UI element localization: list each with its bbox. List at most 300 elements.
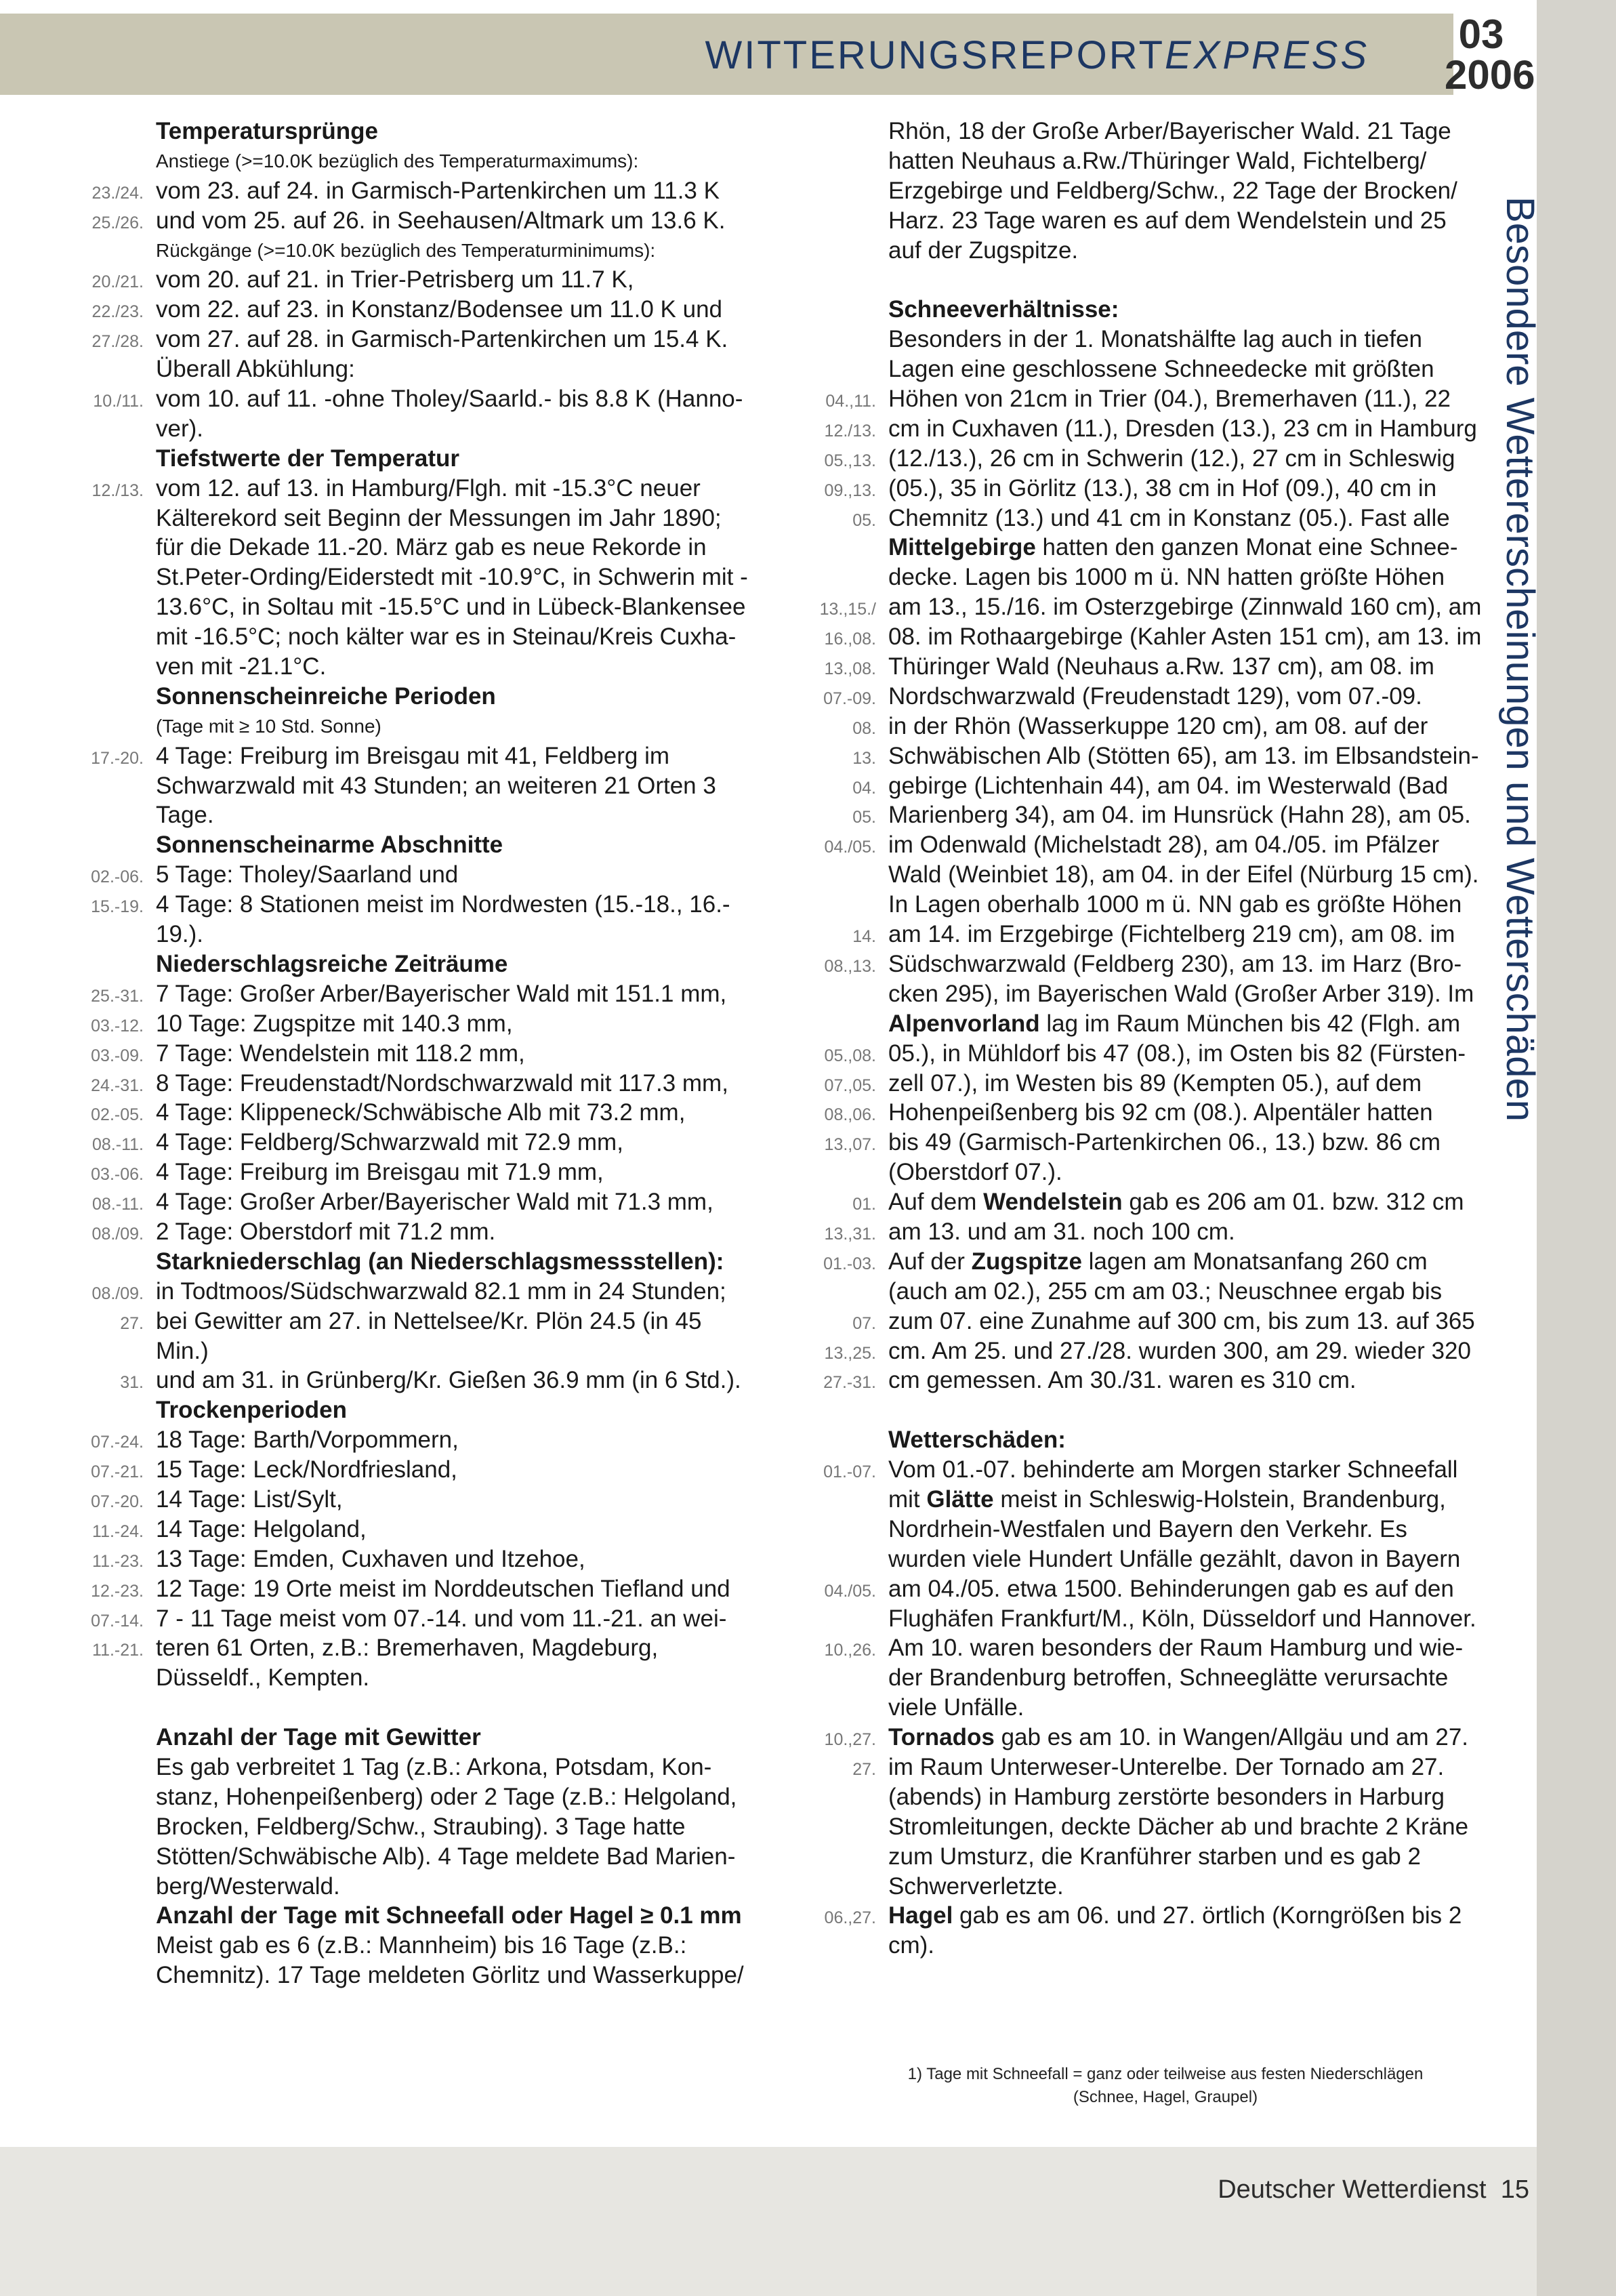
line-text: Chemnitz (13.) und 41 cm in Konstanz (05.). Fast alle: [888, 504, 1450, 531]
line-text: Marienberg 34), am 04. im Hunsrück (Hahn 28), am 05.: [888, 802, 1471, 829]
text-line: [796, 830, 1514, 860]
line-text: 7 Tage: Großer Arber/Bayerischer Wald mit 151.1 mm,: [156, 980, 727, 1007]
date-ref: 27.-31.: [823, 1373, 876, 1393]
date-ref: 03.-12.: [91, 1016, 144, 1036]
date-ref: [796, 1931, 888, 1961]
text-line: [796, 562, 1514, 592]
text-line: [796, 533, 1514, 562]
date-ref: [796, 1782, 888, 1812]
line-text: am 14. im Erzgebirge (Fichtelberg 219 cm), am 08. im: [888, 921, 1455, 948]
text-line: [0, 1336, 796, 1366]
line-text: Höhen von 21cm in Trier (04.), Bremerhaven (11.), 22: [888, 386, 1451, 413]
date-ref: 05.: [852, 510, 876, 530]
line-text: in Todtmoos/Südschwarzwald 82.1 mm in 24 Stunden;: [156, 1277, 726, 1305]
line-text: im Raum Unterweser-Unterelbe. Der Tornado am 27.: [888, 1753, 1445, 1780]
text-line: [0, 1277, 796, 1307]
line-text: 4 Tage: 8 Stationen meist im Nordwesten (15.-18., 16.-: [156, 891, 730, 918]
text-line: [0, 682, 796, 712]
date-ref: 27.: [120, 1313, 144, 1333]
right-column: [796, 117, 1514, 1961]
text-line: [796, 741, 1514, 771]
date-ref: 08.,06.: [824, 1105, 876, 1125]
text-line: [796, 1157, 1514, 1187]
text-line: [0, 414, 796, 444]
date-ref: 23./24.: [91, 183, 144, 203]
date-ref: [796, 206, 888, 236]
date-ref: 04./05.: [824, 1581, 876, 1601]
line-text: und am 31. in Grünberg/Kr. Gießen 36.9 mm (in 6 Std.).: [156, 1367, 741, 1394]
line-text: Brocken, Feldberg/Schw., Straubing). 3 Tage hatte: [156, 1813, 686, 1840]
text-line: [796, 682, 1514, 712]
line-text: ven mit -21.1°C.: [156, 653, 327, 680]
date-ref: 07.-24.: [91, 1433, 144, 1452]
text-line: [0, 1069, 796, 1099]
line-text: mit -16.5°C; noch kälter war es in Steinau/Kreis Cuxha-: [156, 623, 737, 651]
text-line: [0, 1247, 796, 1277]
publisher-name: Deutscher Wetterdienst: [1218, 2175, 1487, 2204]
date-ref: [0, 592, 156, 622]
line-text: Vom 01.-07. behinderte am Morgen starker Schneefall: [888, 1456, 1458, 1483]
date-ref: 07.: [852, 1313, 876, 1333]
text-line: [0, 1842, 796, 1872]
date-ref: [0, 146, 156, 176]
line-text: Min.): [156, 1337, 209, 1364]
date-ref: [796, 562, 888, 592]
date-ref: [796, 1604, 888, 1634]
date-ref: 07.-14.: [91, 1611, 144, 1631]
text-line: [796, 1425, 1514, 1455]
line-text: bis 49 (Garmisch-Partenkirchen 06., 13.) bzw. 86 cm: [888, 1129, 1441, 1156]
date-ref: [0, 504, 156, 533]
date-ref: 07.-09.: [823, 689, 876, 708]
line-text: vom 12. auf 13. in Hamburg/Flgh. mit -15.3°C neuer: [156, 474, 701, 501]
line-text: 19.).: [156, 921, 204, 948]
text-line: [0, 146, 796, 176]
date-ref: 03.-09.: [91, 1046, 144, 1065]
date-ref: 01.-03.: [823, 1254, 876, 1273]
text-line: [796, 890, 1514, 920]
line-text: 14 Tage: List/Sylt,: [156, 1485, 343, 1513]
text-line: [796, 295, 1514, 325]
date-ref: 07.,05.: [824, 1075, 876, 1095]
line-text: cm in Cuxhaven (11.), Dresden (13.), 23 cm in Hamburg: [888, 415, 1477, 442]
line-text: St.Peter-Ording/Eiderstedt mit -10.9°C, in Schwerin mit -: [156, 564, 748, 591]
date-ref: 08.: [852, 718, 876, 738]
text-line: [0, 1039, 796, 1069]
date-ref: [0, 800, 156, 830]
line-text: Tiefstwerte der Temperatur: [156, 445, 460, 472]
line-text: Rhön, 18 der Große Arber/Bayerischer Wald. 21 Tage: [888, 118, 1451, 144]
text-line: [796, 504, 1514, 533]
line-text: Am 10. waren besonders der Raum Hamburg und wie-: [888, 1635, 1464, 1662]
date-ref: 02.-05.: [91, 1105, 144, 1125]
line-text: vom 22. auf 23. in Konstanz/Bodensee um 11.0 K und: [156, 296, 723, 323]
date-ref: [796, 1485, 888, 1515]
text-line: [0, 860, 796, 890]
date-ref: [796, 1544, 888, 1574]
line-text: 4 Tage: Freiburg im Breisgau mit 41, Feldberg im: [156, 742, 670, 769]
date-ref: [0, 771, 156, 801]
text-line: [0, 206, 796, 236]
text-line: [0, 1604, 796, 1634]
line-text: Anzahl der Tage mit Gewitter: [156, 1724, 481, 1751]
date-ref: 08.-11.: [92, 1195, 144, 1214]
date-ref: 13.,25.: [824, 1343, 876, 1363]
line-text: Alpenvorland lag im Raum München bis 42 (Flgh. am: [888, 1010, 1461, 1037]
date-ref: 10.,27.: [824, 1730, 876, 1750]
line-text: ver).: [156, 415, 203, 442]
page-number: 15: [1500, 2175, 1529, 2204]
line-text: für die Dekade 11.-20. März gab es neue Rekorde in: [156, 534, 707, 561]
date-ref: 12./13.: [91, 480, 144, 500]
line-text: 05.), in Mühldorf bis 47 (08.), im Osten bis 82 (Fürsten-: [888, 1040, 1466, 1067]
text-line: [796, 1009, 1514, 1039]
text-line: [0, 1872, 796, 1902]
line-text: 14 Tage: Helgoland,: [156, 1515, 367, 1542]
line-text: In Lagen oberhalb 1000 m ü. NN gab es größte Höhen: [888, 891, 1462, 918]
line-text: vom 27. auf 28. in Garmisch-Partenkirchen um 15.4 K.: [156, 326, 728, 353]
date-ref: [0, 1782, 156, 1812]
line-text: Harz. 23 Tage waren es auf dem Wendelstein und 25: [888, 207, 1447, 234]
text-line: [0, 1544, 796, 1574]
text-line: [796, 800, 1514, 830]
date-ref: [796, 1693, 888, 1723]
text-line: [796, 771, 1514, 801]
date-ref: [0, 712, 156, 741]
line-text: (auch am 02.), 255 cm am 03.; Neuschnee ergab bis: [888, 1277, 1443, 1305]
line-text: Chemnitz). 17 Tage meldeten Görlitz und Wasserkuppe/: [156, 1962, 744, 1989]
text-line: [796, 652, 1514, 682]
line-text: vom 23. auf 24. in Garmisch-Partenkirchen um 11.3 K: [156, 177, 720, 204]
date-ref: 05.: [852, 808, 876, 827]
text-line: [0, 354, 796, 384]
text-line: [796, 1693, 1514, 1723]
issue-month: 03: [1458, 12, 1504, 57]
date-ref: 03.-06.: [91, 1165, 144, 1185]
text-line: [796, 1842, 1514, 1872]
line-text: 7 - 11 Tage meist vom 07.-14. und vom 11.-21. an wei-: [156, 1605, 727, 1632]
line-text: 12 Tage: 19 Orte meist im Norddeutschen Tiefland und: [156, 1575, 730, 1602]
text-line: [796, 1752, 1514, 1782]
date-ref: 15.-19.: [91, 897, 144, 917]
line-text: 18 Tage: Barth/Vorpommern,: [156, 1427, 459, 1454]
text-line: [0, 325, 796, 354]
text-line: [0, 592, 796, 622]
line-text: Wetterschäden:: [888, 1427, 1066, 1454]
date-ref: [796, 1277, 888, 1307]
text-line: [0, 1931, 796, 1961]
line-text: viele Unfälle.: [888, 1694, 1024, 1721]
date-ref: [0, 414, 156, 444]
text-line: [0, 295, 796, 325]
line-text: 10 Tage: Zugspitze mit 140.3 mm,: [156, 1010, 513, 1037]
date-ref: 02.-06.: [91, 867, 144, 887]
text-line: [796, 146, 1514, 176]
text-line: [796, 325, 1514, 354]
date-ref: [796, 265, 888, 295]
date-ref: 13.,31.: [824, 1224, 876, 1244]
text-line: [796, 1812, 1514, 1842]
date-ref: 10./11.: [93, 392, 144, 411]
date-ref: 22./23.: [91, 302, 144, 322]
text-line: [0, 504, 796, 533]
line-text: Rückgänge (>=10.0K bezüglich des Temperaturminimums):: [156, 239, 656, 261]
date-ref: [796, 117, 888, 146]
date-ref: 27./28.: [91, 332, 144, 352]
text-line: [796, 1277, 1514, 1307]
text-line: [0, 1217, 796, 1247]
date-ref: [796, 1842, 888, 1872]
line-text: 13.6°C, in Soltau mit -15.5°C und in Lübeck-Blankensee: [156, 594, 746, 621]
text-line: [796, 1633, 1514, 1663]
date-ref: [796, 236, 888, 266]
date-ref: [796, 1663, 888, 1693]
line-text: 5 Tage: Tholey/Saarland und: [156, 861, 459, 888]
text-line: [796, 384, 1514, 414]
text-line: [0, 1782, 796, 1812]
text-line: [0, 1693, 796, 1723]
text-line: [0, 652, 796, 682]
date-ref: 10.,26.: [824, 1641, 876, 1660]
date-ref: [796, 295, 888, 325]
text-line: [796, 1187, 1514, 1217]
date-ref: 01.-07.: [823, 1462, 876, 1482]
date-ref: 04.: [852, 778, 876, 798]
date-ref: 14.: [852, 927, 876, 947]
date-ref: [796, 1009, 888, 1039]
text-line: [0, 622, 796, 652]
text-line: [0, 1395, 796, 1425]
date-ref: [0, 1395, 156, 1425]
report-title-main: WITTERUNGSREPORT: [705, 33, 1165, 77]
footer-band: [0, 2147, 1537, 2296]
date-ref: [0, 1872, 156, 1902]
text-line: [796, 474, 1514, 504]
date-ref: [0, 1752, 156, 1782]
line-text: und vom 25. auf 26. in Seehausen/Altmark um 13.6 K.: [156, 207, 726, 234]
date-ref: [796, 533, 888, 562]
line-text: (abends) in Hamburg zerstörte besonders in Harburg: [888, 1783, 1445, 1810]
line-text: Sonnenscheinarme Abschnitte: [156, 832, 503, 859]
text-line: [796, 622, 1514, 652]
section-side-title: Besondere Wettererscheinungen und Wetterschäden: [1498, 197, 1542, 1122]
date-ref: [0, 1812, 156, 1842]
text-line: [0, 1961, 796, 1990]
date-ref: [0, 682, 156, 712]
text-line: [796, 354, 1514, 384]
date-ref: [0, 1336, 156, 1366]
line-text: 2 Tage: Oberstdorf mit 71.2 mm.: [156, 1218, 496, 1245]
line-text: am 13., 15./16. im Osterzgebirge (Zinnwald 160 cm), am: [888, 594, 1482, 621]
line-text: Temperatursprünge: [156, 118, 379, 144]
date-ref: 08./09.: [91, 1284, 144, 1303]
text-line: [796, 117, 1514, 146]
date-ref: 05.,13.: [824, 451, 876, 470]
date-ref: [796, 176, 888, 206]
text-line: [796, 1574, 1514, 1604]
text-line: [0, 562, 796, 592]
line-text: der Brandenburg betroffen, Schneeglätte verursachte: [888, 1664, 1449, 1692]
date-ref: [0, 1961, 156, 1990]
date-ref: [796, 1812, 888, 1842]
line-text: 4 Tage: Freiburg im Breisgau mit 71.9 mm,: [156, 1159, 604, 1186]
line-text: zum Umsturz, die Kranführer starben und es gab 2: [888, 1843, 1421, 1870]
text-line: [0, 1157, 796, 1187]
text-line: [0, 1455, 796, 1485]
text-line: [796, 1395, 1514, 1425]
line-text: [888, 265, 1514, 295]
date-ref: 13.: [852, 748, 876, 768]
text-line: [0, 771, 796, 801]
line-text: am 04./05. etwa 1500. Behinderungen gab es auf den: [888, 1575, 1454, 1602]
line-text: Sonnenscheinreiche Perioden: [156, 682, 496, 710]
date-ref: [0, 533, 156, 562]
line-text: Niederschlagsreiche Zeiträume: [156, 950, 508, 977]
date-ref: 16.,08.: [824, 630, 876, 649]
line-text: zum 07. eine Zunahme auf 300 cm, bis zum 13. auf 365: [888, 1307, 1475, 1334]
text-line: [0, 1425, 796, 1455]
line-text: Kälterekord seit Beginn der Messungen im Jahr 1890;: [156, 504, 722, 531]
text-line: [796, 1217, 1514, 1247]
text-line: [0, 1009, 796, 1039]
date-ref: 13.,15./: [819, 600, 876, 619]
text-line: [0, 1187, 796, 1217]
date-ref: 13.,08.: [824, 659, 876, 679]
text-line: [796, 1128, 1514, 1157]
report-title-express: EXPRESS: [1165, 33, 1369, 77]
text-line: [0, 1752, 796, 1782]
line-text: 4 Tage: Großer Arber/Bayerischer Wald mit 71.3 mm,: [156, 1189, 713, 1216]
date-ref: 09.,13.: [824, 480, 876, 500]
date-ref: 12.-23.: [91, 1581, 144, 1601]
line-text: wurden viele Hundert Unfälle gezählt, davon in Bayern: [888, 1545, 1461, 1572]
date-ref: [796, 1395, 888, 1425]
date-ref: 07.-20.: [91, 1492, 144, 1511]
line-text: Tage.: [156, 802, 214, 829]
line-text: [156, 1693, 796, 1723]
text-line: [0, 1574, 796, 1604]
text-line: [0, 920, 796, 949]
text-line: [796, 1872, 1514, 1902]
footnote-line-2: (Schnee, Hagel, Graupel): [1073, 2088, 1258, 2106]
text-line: [796, 414, 1514, 444]
line-text: im Odenwald (Michelstadt 28), am 04./05. im Pfälzer: [888, 832, 1440, 859]
line-text: Lagen eine geschlossene Schneedecke mit größten: [888, 356, 1434, 383]
left-column: [0, 117, 796, 1990]
date-ref: [796, 1515, 888, 1544]
text-line: [796, 1544, 1514, 1574]
text-line: [796, 265, 1514, 295]
text-line: [796, 1098, 1514, 1128]
text-line: [796, 1455, 1514, 1485]
line-text: [888, 1395, 1514, 1425]
line-text: cm).: [888, 1932, 935, 1959]
date-ref: 08.,13.: [824, 956, 876, 976]
date-ref: [0, 920, 156, 949]
line-text: Besonders in der 1. Monatshälfte lag auch in tiefen: [888, 326, 1422, 353]
line-text: Hagel gab es am 06. und 27. örtlich (Korngrößen bis 2: [888, 1902, 1462, 1929]
line-text: 7 Tage: Wendelstein mit 118.2 mm,: [156, 1040, 525, 1067]
line-text: 13 Tage: Emden, Cuxhaven und Itzehoe,: [156, 1545, 585, 1572]
line-text: 8 Tage: Freudenstadt/Nordschwarzwald mit 117.3 mm,: [156, 1069, 728, 1096]
date-ref: 12./13.: [824, 421, 876, 440]
line-text: Meist gab es 6 (z.B.: Mannheim) bis 16 Tage (z.B.:: [156, 1932, 687, 1959]
text-line: [796, 1782, 1514, 1812]
issue-year: 2006: [1445, 52, 1535, 98]
line-text: Tornados gab es am 10. in Wangen/Allgäu und am 27.: [888, 1724, 1469, 1751]
text-line: [796, 236, 1514, 266]
line-text: Starkniederschlag (an Niederschlagsmessstellen):: [156, 1248, 724, 1275]
date-ref: 01.: [852, 1195, 876, 1214]
line-text: Südschwarzwald (Feldberg 230), am 13. im Harz (Bro-: [888, 950, 1462, 977]
line-text: vom 20. auf 21. in Trier-Petrisberg um 11.7 K,: [156, 266, 634, 293]
date-ref: [0, 652, 156, 682]
date-ref: [796, 1872, 888, 1902]
date-ref: [0, 1931, 156, 1961]
date-ref: [796, 146, 888, 176]
text-line: [796, 1515, 1514, 1544]
text-line: [0, 474, 796, 504]
line-text: Anstiege (>=10.0K bezüglich des Temperaturmaximums):: [156, 150, 639, 171]
line-text: (12./13.), 26 cm in Schwerin (12.), 27 cm in Schleswig: [888, 445, 1455, 472]
text-line: [796, 1247, 1514, 1277]
line-text: Nordrhein-Westfalen und Bayern den Verkehr. Es: [888, 1515, 1407, 1542]
line-text: Trockenperioden: [156, 1397, 348, 1424]
text-line: [0, 236, 796, 266]
date-ref: 07.-21.: [91, 1462, 144, 1482]
line-text: Auf dem Wendelstein gab es 206 am 01. bzw. 312 cm: [888, 1189, 1464, 1216]
text-line: [796, 1901, 1514, 1931]
date-ref: [0, 562, 156, 592]
date-ref: 11.-24.: [92, 1521, 144, 1541]
text-line: [796, 1604, 1514, 1634]
date-ref: [0, 1247, 156, 1277]
text-line: [796, 1366, 1514, 1395]
text-line: [0, 1366, 796, 1395]
text-line: [796, 444, 1514, 474]
date-ref: [0, 1901, 156, 1931]
text-line: [796, 1069, 1514, 1099]
text-line: [796, 1336, 1514, 1366]
text-line: [796, 1723, 1514, 1752]
line-text: 08. im Rothaargebirge (Kahler Asten 151 cm), am 13. im: [888, 623, 1482, 651]
date-ref: 06.,27.: [824, 1908, 876, 1928]
line-text: Wald (Weinbiet 18), am 04. in der Eifel (Nürburg 15 cm).: [888, 861, 1479, 888]
line-text: Überall Abkühlung:: [156, 356, 355, 383]
text-line: [0, 384, 796, 414]
line-text: 4 Tage: Feldberg/Schwarzwald mit 72.9 mm,: [156, 1129, 623, 1156]
date-ref: [0, 1663, 156, 1693]
date-ref: [0, 949, 156, 979]
line-text: teren 61 Orten, z.B.: Bremerhaven, Magdeburg,: [156, 1635, 659, 1662]
text-line: [0, 1663, 796, 1693]
line-text: Hohenpeißenberg bis 92 cm (08.). Alpentäler hatten: [888, 1099, 1433, 1126]
text-line: [0, 1901, 796, 1931]
text-line: [0, 176, 796, 206]
date-ref: 08.-11.: [92, 1135, 144, 1155]
line-text: bei Gewitter am 27. in Nettelsee/Kr. Plön 24.5 (in 45: [156, 1307, 702, 1334]
line-text: Anzahl der Tage mit Schneefall oder Hagel ≥ 0.1 mm: [156, 1902, 742, 1929]
date-ref: 11.-21.: [92, 1641, 144, 1660]
text-line: [796, 1307, 1514, 1336]
line-text: am 13. und am 31. noch 100 cm.: [888, 1218, 1235, 1245]
date-ref: 17.-20.: [91, 748, 144, 768]
text-line: [796, 920, 1514, 949]
date-ref: 25.-31.: [91, 986, 144, 1006]
text-line: [0, 1633, 796, 1663]
text-line: [0, 800, 796, 830]
line-text: cm gemessen. Am 30./31. waren es 310 cm.: [888, 1367, 1356, 1394]
